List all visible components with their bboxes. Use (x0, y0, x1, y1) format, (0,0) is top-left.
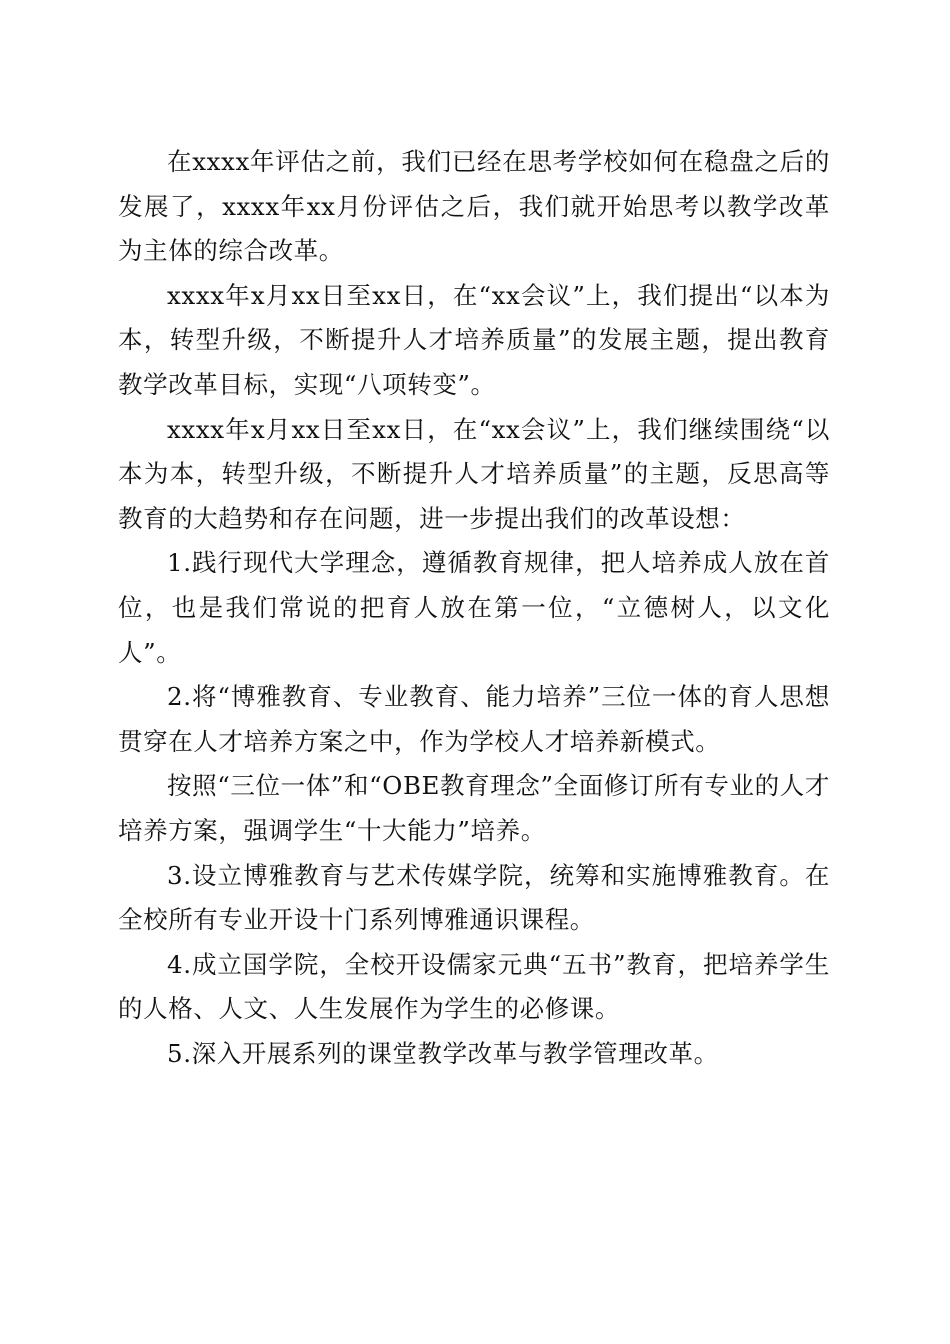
list-item-1: 1.践行现代大学理念，遵循教育规律，把人培养成人放在首位，也是我们常说的把育人放在第一位，“立德树人，以文化人”。 (118, 548, 830, 667)
list-item-4: 4.成立国学院，全校开设儒家元典“五书”教育，把培养学生的人格、人文、人生发展作为学生的必修课。 (118, 949, 830, 1024)
list-item-5: 5.深入开展系列的课堂教学改革与教学管理改革。 (167, 1038, 719, 1068)
paragraph-second-meeting: xxxx年x月xx日至xx日，在“xx会议”上，我们继续围绕“以本为本，转型升级，不断提升人才培养质量”的主题，反思高等教育的大趋势和存在问题，进一步提出我们的改革设想： (118, 414, 830, 533)
paragraph-evaluation-background: 在xxxx年评估之前，我们已经在思考学校如何在稳盘之后的发展了，xxxx年xx月份评估之后，我们就开始思考以教学改革为主体的综合改革。 (118, 147, 830, 266)
document-body (118, 140, 830, 1076)
list-item-3: 3.设立博雅教育与艺术传媒学院，统筹和实施博雅教育。在全校所有专业开设十门系列博雅通识课程。 (118, 860, 830, 935)
paragraph-curriculum-revision: 按照“三位一体”和“OBE教育理念”全面修订所有专业的人才培养方案，强调学生“十大能力”培养。 (118, 771, 830, 845)
paragraph-first-meeting: xxxx年x月xx日至xx日，在“xx会议”上，我们提出“以本为本，转型升级，不断提升人才培养质量”的发展主题，提出教育教学改革目标，实现“八项转变”。 (118, 280, 830, 399)
list-item-2: 2.将“博雅教育、专业教育、能力培养”三位一体的育人思想贯穿在人才培养方案之中，作为学校人才培养新模式。 (118, 682, 830, 756)
